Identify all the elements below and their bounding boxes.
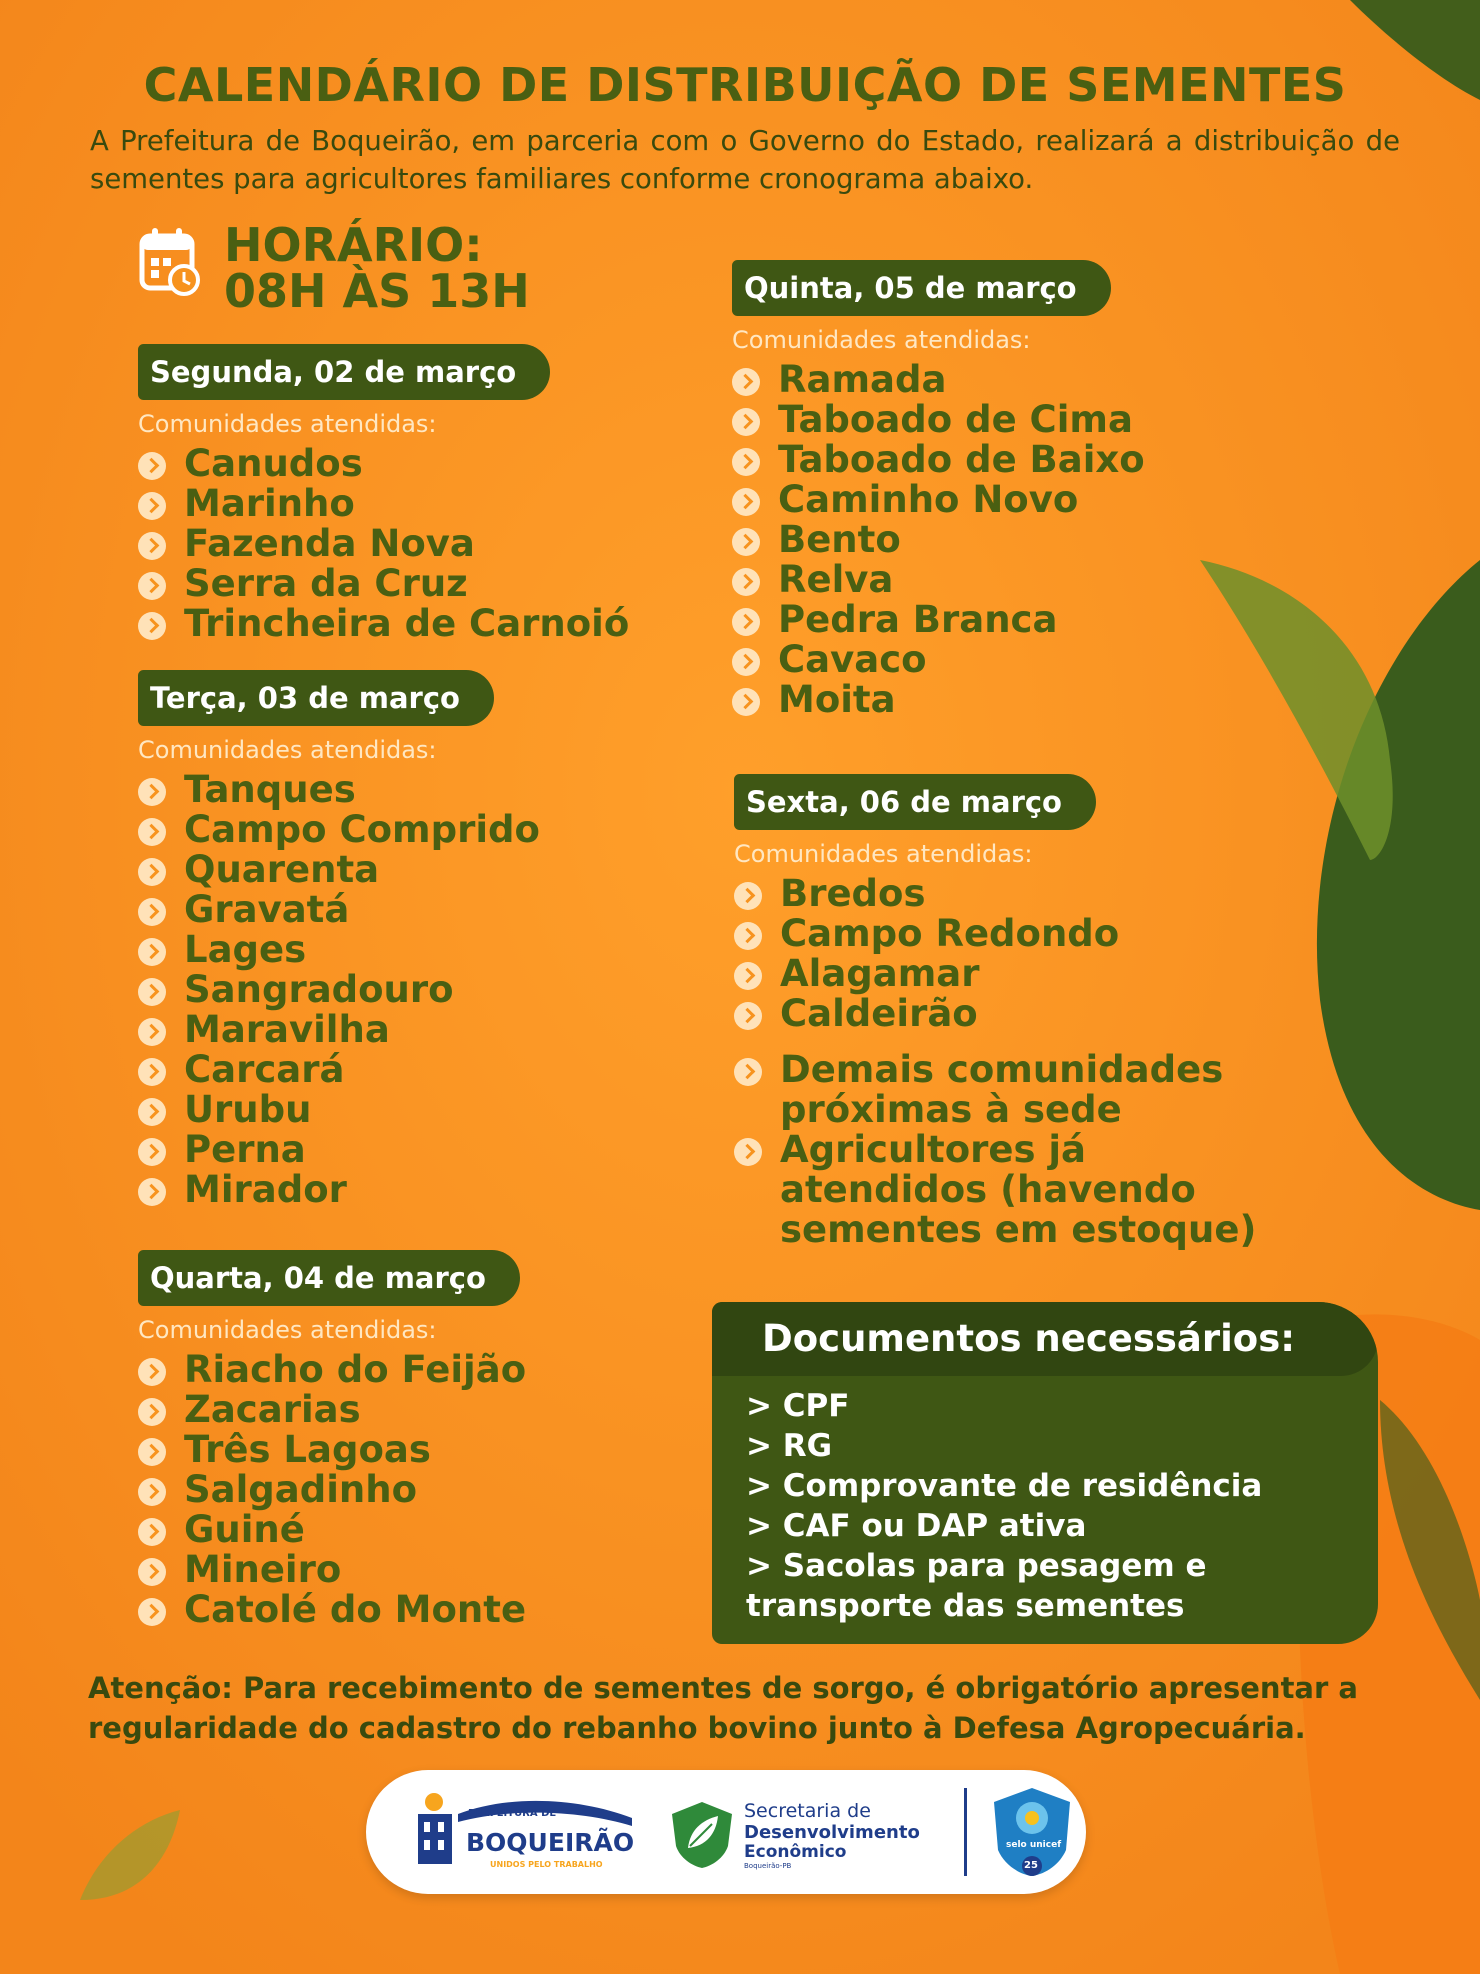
chevron-right-icon xyxy=(138,1138,166,1166)
chevron-right-icon xyxy=(732,408,760,436)
list-item: Riacho do Feijão xyxy=(138,1350,526,1390)
day-sexta xyxy=(734,774,1274,1250)
day-quinta xyxy=(732,260,1145,720)
list-item: Gravatá xyxy=(138,890,540,930)
day-label: Quinta, 05 de março xyxy=(732,260,1111,316)
chevron-right-icon xyxy=(734,1138,762,1166)
chevron-right-icon xyxy=(138,938,166,966)
list-item: Três Lagoas xyxy=(138,1430,526,1470)
list-item: Mirador xyxy=(138,1170,540,1210)
list-item: Tanques xyxy=(138,770,540,810)
secretaria-line3: Econômico xyxy=(744,1842,847,1862)
documents-list xyxy=(712,1376,1378,1626)
list-item: Bredos xyxy=(734,874,1274,914)
list-item: Ramada xyxy=(732,360,1145,400)
list-item: Maravilha xyxy=(138,1010,540,1050)
day-label: Sexta, 06 de março xyxy=(734,774,1096,830)
secretaria-line1: Secretaria de xyxy=(744,1800,871,1822)
chevron-right-icon xyxy=(138,1438,166,1466)
footer-divider xyxy=(964,1788,967,1876)
list-item: Urubu xyxy=(138,1090,540,1130)
list-item: > Comprovante de residência xyxy=(746,1468,1263,1504)
chevron-right-icon xyxy=(734,1058,762,1086)
day-terca xyxy=(138,670,540,1210)
chevron-right-icon xyxy=(138,818,166,846)
list-item: Lages xyxy=(138,930,540,970)
footer-logos xyxy=(366,1770,1086,1894)
chevron-right-icon xyxy=(732,568,760,596)
list-item: Pedra Branca xyxy=(732,600,1145,640)
chevron-right-icon xyxy=(138,1098,166,1126)
communities-subtitle: Comunidades atendidas: xyxy=(734,840,1033,868)
documents-panel xyxy=(712,1302,1378,1644)
community-list xyxy=(732,360,1145,720)
chevron-right-icon xyxy=(138,858,166,886)
prefeitura-logo xyxy=(410,1788,640,1878)
day-label: Segunda, 02 de março xyxy=(138,344,550,400)
communities-subtitle: Comunidades atendidas: xyxy=(732,326,1031,354)
list-item: Guiné xyxy=(138,1510,526,1550)
list-item: Demais comunidades próximas à sede xyxy=(734,1050,1274,1130)
horario-value: 08H ÀS 13H xyxy=(224,264,530,318)
list-item: Caldeirão xyxy=(734,994,1274,1034)
list-item: > RG xyxy=(746,1428,833,1464)
list-item: Serra da Cruz xyxy=(138,564,629,604)
chevron-right-icon xyxy=(734,882,762,910)
list-item: Alagamar xyxy=(734,954,1274,994)
list-item: Caminho Novo xyxy=(732,480,1145,520)
communities-subtitle: Comunidades atendidas: xyxy=(138,1316,437,1344)
day-label: Quarta, 04 de março xyxy=(138,1250,520,1306)
list-item: > Sacolas para pesagem e transporte das sementes xyxy=(746,1548,1207,1624)
list-item: Salgadinho xyxy=(138,1470,526,1510)
chevron-right-icon xyxy=(138,1018,166,1046)
list-item: Campo Redondo xyxy=(734,914,1274,954)
day-quarta xyxy=(138,1250,526,1630)
chevron-right-icon xyxy=(732,648,760,676)
community-list xyxy=(138,1350,526,1630)
chevron-right-icon xyxy=(732,368,760,396)
list-item: Cavaco xyxy=(732,640,1145,680)
selo-unicef-logo xyxy=(984,1784,1080,1880)
list-item: > CAF ou DAP ativa xyxy=(746,1508,1087,1544)
chevron-right-icon xyxy=(138,1518,166,1546)
list-item: Bento xyxy=(732,520,1145,560)
list-item: Taboado de Baixo xyxy=(732,440,1145,480)
chevron-right-icon xyxy=(138,978,166,1006)
secretaria-line2: Desenvolvimento xyxy=(744,1822,920,1843)
chevron-right-icon xyxy=(138,1178,166,1206)
chevron-right-icon xyxy=(138,1478,166,1506)
horario-label: HORÁRIO: xyxy=(224,218,483,272)
list-item: Agricultores já atendidos (havendo sementes em estoque) xyxy=(734,1130,1274,1250)
secretaria-line4: Boqueirão-PB xyxy=(744,1862,792,1870)
chevron-right-icon xyxy=(138,1358,166,1386)
chevron-right-icon xyxy=(138,1058,166,1086)
list-item: Mineiro xyxy=(138,1550,526,1590)
chevron-right-icon xyxy=(732,528,760,556)
extra-list xyxy=(734,1050,1274,1250)
prefeitura-line1: PREFEITURA DE xyxy=(468,1808,557,1819)
list-item: Taboado de Cima xyxy=(732,400,1145,440)
selo-line1: selo unicef xyxy=(1006,1840,1062,1850)
chevron-right-icon xyxy=(138,778,166,806)
chevron-right-icon xyxy=(138,1558,166,1586)
communities-subtitle: Comunidades atendidas: xyxy=(138,410,437,438)
leaf-shield-icon xyxy=(666,1798,738,1870)
list-item: Moita xyxy=(732,680,1145,720)
communities-subtitle: Comunidades atendidas: xyxy=(138,736,437,764)
list-item: Relva xyxy=(732,560,1145,600)
chevron-right-icon xyxy=(734,1002,762,1030)
list-item: Campo Comprido xyxy=(138,810,540,850)
selo-line2: 25 xyxy=(1024,1860,1038,1871)
prefeitura-tagline: UNIDOS PELO TRABALHO xyxy=(490,1860,603,1869)
day-segunda xyxy=(138,344,629,644)
list-item: Trincheira de Carnoió xyxy=(138,604,629,644)
list-item: > CPF xyxy=(746,1388,850,1424)
secretaria-logo xyxy=(666,1794,926,1874)
chevron-right-icon xyxy=(138,492,166,520)
chevron-right-icon xyxy=(138,898,166,926)
day-label: Terça, 03 de março xyxy=(138,670,494,726)
community-list xyxy=(138,770,540,1210)
list-item: Zacarias xyxy=(138,1390,526,1430)
list-item: Fazenda Nova xyxy=(138,524,629,564)
prefeitura-line2: BOQUEIRÃO xyxy=(466,1828,635,1857)
list-item: Canudos xyxy=(138,444,629,484)
calendar-clock-icon xyxy=(138,224,200,300)
chevron-right-icon xyxy=(138,612,166,640)
chevron-right-icon xyxy=(732,488,760,516)
list-item: Perna xyxy=(138,1130,540,1170)
chevron-right-icon xyxy=(138,1598,166,1626)
chevron-right-icon xyxy=(732,448,760,476)
page-title: CALENDÁRIO DE DISTRIBUIÇÃO DE SEMENTES xyxy=(143,58,1347,112)
chevron-right-icon xyxy=(734,962,762,990)
chevron-right-icon xyxy=(138,532,166,560)
community-list xyxy=(138,444,629,644)
attention-note: Atenção: Para recebimento de sementes de sorgo, é obrigatório apresentar a regularidade do cadastro do rebanho bovino junto à Defesa Agropecuária. xyxy=(88,1671,1358,1745)
list-item: Catolé do Monte xyxy=(138,1590,526,1630)
chevron-right-icon xyxy=(732,608,760,636)
chevron-right-icon xyxy=(732,688,760,716)
list-item: Marinho xyxy=(138,484,629,524)
list-item: Quarenta xyxy=(138,850,540,890)
documents-title: Documentos necessários: xyxy=(712,1302,1378,1376)
chevron-right-icon xyxy=(138,452,166,480)
community-list xyxy=(734,874,1274,1034)
chevron-right-icon xyxy=(138,572,166,600)
chevron-right-icon xyxy=(138,1398,166,1426)
list-item: Carcará xyxy=(138,1050,540,1090)
intro-text: A Prefeitura de Boqueirão, em parceria com o Governo do Estado, realizará a distribuição de sementes para agricultores familiares conforme cronograma abaixo. xyxy=(90,125,1400,195)
chevron-right-icon xyxy=(734,922,762,950)
list-item: Sangradouro xyxy=(138,970,540,1010)
